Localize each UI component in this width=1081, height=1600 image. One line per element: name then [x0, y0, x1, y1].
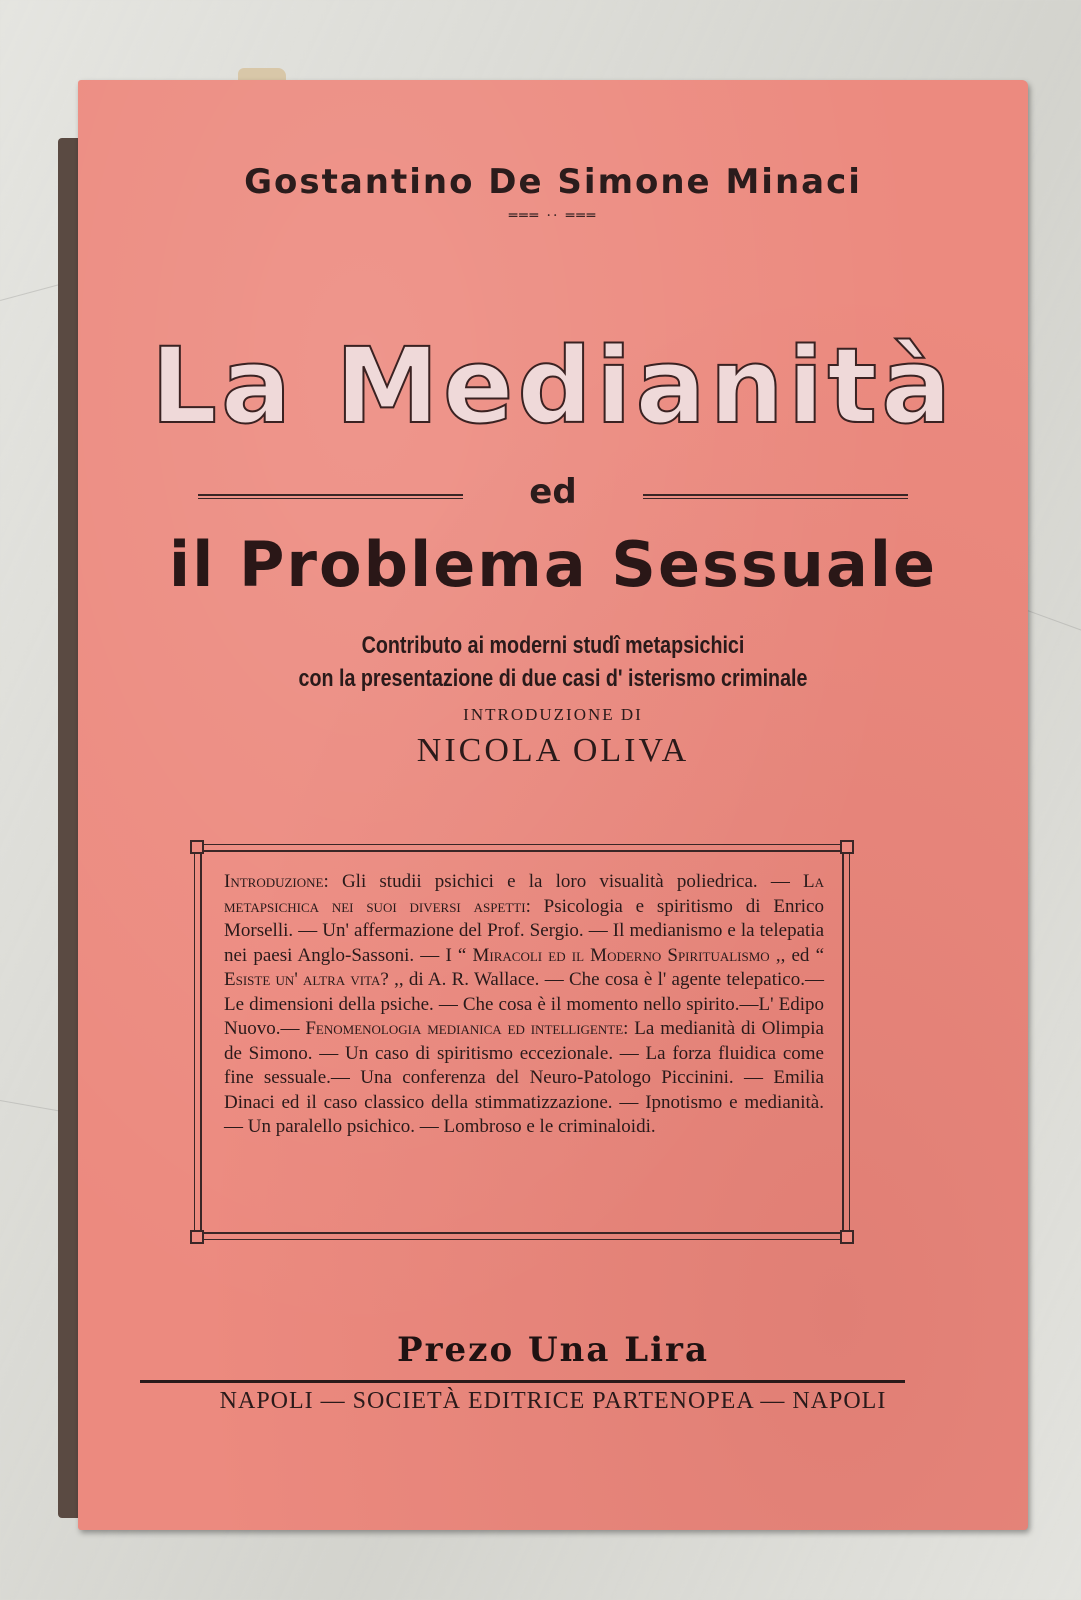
title-divider — [198, 472, 908, 512]
publisher-rule — [140, 1380, 905, 1383]
publisher-line: NAPOLI — SOCIETÀ EDITRICE PARTENOPEA — NAPOLI — [219, 1388, 887, 1414]
price-label: Prezo Una Lira — [397, 1330, 709, 1370]
contents-text-intro: Gli studii psichici e la loro visualità poliedrica. — — [328, 871, 803, 892]
contents-text-after: ,, di A. R. Wallace. — Che cosa è l' agente telepatico.— Le dimensioni della psiche. — Che cosa è il momento nello spirito.—L' Edipo Nuovo.— — [224, 969, 824, 1039]
divider-line-left — [198, 494, 463, 499]
contents-text — [224, 870, 824, 1140]
book-cover — [78, 80, 1028, 1530]
box-corner-ornament — [190, 840, 204, 854]
contents-heading-metapsichica: La metapsichica nei suoi diversi aspetti: — [224, 871, 824, 917]
description-line-2: con la presentazione di due casi d' isterismo criminale — [298, 665, 808, 692]
contents-title-esiste: Esiste un' altra vita? — [224, 969, 389, 990]
author-ornament: ═══ ·· ═══ — [508, 208, 598, 224]
introduction-label: INTRODUZIONE DI — [463, 705, 643, 724]
contents-text-meta: Psicologia e spiritismo di Enrico Morselli. — Un' affermazione del Prof. Sergio. — Il medianismo e la telepatia nei paesi Anglo-Sassoni. — I “ — [224, 895, 824, 966]
contents-heading-fenomenologia: Fenomenologia medianica ed intelligente: — [305, 1018, 629, 1039]
contents-title-miracoli: Miracoli ed il Moderno Spiritualismo — [472, 944, 770, 966]
box-corner-ornament — [190, 1230, 204, 1244]
book-subtitle: il Problema Sessuale — [168, 528, 938, 601]
divider-line-right — [643, 494, 908, 499]
contents-heading-introduzione: Introduzione: — [224, 871, 329, 892]
contents-text-mid: ,, ed “ — [769, 944, 825, 966]
author-name: Gostantino De Simone Minaci — [244, 162, 862, 202]
introduction-author: NICOLA OLIVA — [416, 732, 690, 769]
contents-box — [200, 850, 844, 1234]
box-corner-ornament — [840, 1230, 854, 1244]
description-line-1: Contributo ai moderni studî metapsichici — [361, 632, 745, 659]
book-title: La Medianità — [150, 325, 956, 447]
connector-text: ed — [529, 472, 577, 512]
contents-text-feno: La medianità di Olimpia de Simono. — Un caso di spiritismo eccezionale. — La forza fluidica come fine sessuale.— Una conferenza del Neuro-Patologo Piccinini. — Emilia Dinaci ed il caso classico della stimmatizzazione. — Ipnotismo e medianità. — Un paralello psichico. — Lombroso e le criminaloidi. — [224, 1018, 824, 1137]
box-corner-ornament — [840, 840, 854, 854]
